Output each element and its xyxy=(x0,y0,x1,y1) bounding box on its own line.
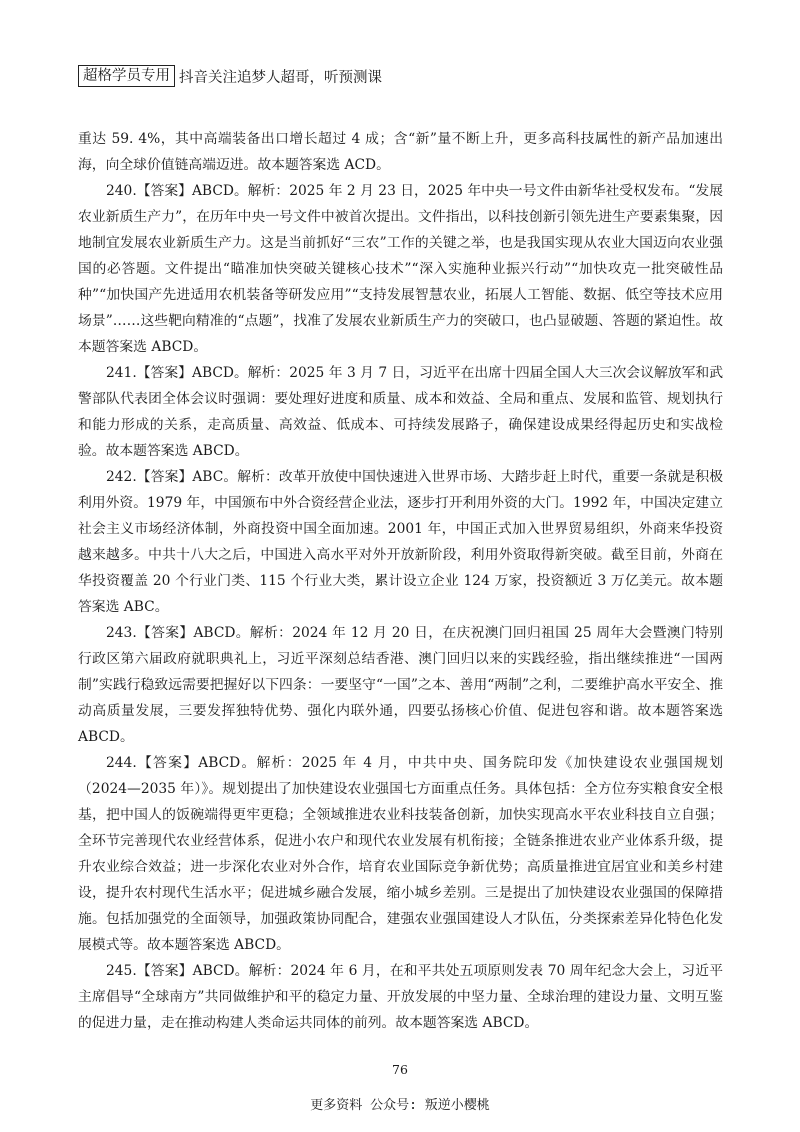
answer-244: 244.【答案】ABCD。解析：2025 年 4 月，中共中央、国务院印发《加快建设农业强国规划（2024—2035 年）》。规划提出了加快建设农业强国七方面重点任务。具体包括：全方位夯实粮食安全根基，把中国人的饭碗端得更牢更稳；全领域推进农业科技装备创新，加快实现高水平农业科技自立自强；全环节完善现代农业经营体系，促进小农户和现代农业发展有机衔接；全链条推进农业产业体系升级，提升农业综合效益；进一步深化农业对外合作，培育农业国际竞争新优势；高质量推进宜居宜业和美乡村建设，提升农村现代生活水平；促进城乡融合发展，缩小城乡差别。三是提出了加快建设农业强国的保障措施。包括加强党的全面领导，加强政策协同配合，建强农业强国建设人才队伍，分类探索差异化特色化发展模式等。故本题答案选 ABCD。 xyxy=(78,755,723,953)
answer-242: 242.【答案】ABC。解析：改革开放使中国快速进入世界市场、大踏步赶上时代，重要一条就是积极利用外资。1979 年，中国颁布中外合资经营企业法，逐步打开利用外资的大门。1992 年，中国决定建立社会主义市场经济体制，外商投资中国全面加速。2001 年，中国正式加入世界贸易组织，外商来华投资越来越多。中共十八大之后，中国进入高水平对外开放新阶段，利用外资取得新突破。截至目前，外商在华投资覆盖 20 个行业门类、115 个行业大类，累计设立企业 124 万家，投资额近 3 万亿美元。故本题答案选 ABC。 xyxy=(78,469,723,615)
answer-243: 243.【答案】ABCD。解析：2024 年 12 月 20 日，在庆祝澳门回归祖国 25 周年大会暨澳门特别行政区第六届政府就职典礼上，习近平深刻总结香港、澳门回归以来的实践经验，指出继续推进“一国两制”实践行稳致远需要把握好以下四条：一要坚守“一国”之本、善用“两制”之利，二要维护高水平安全、推动高质量发展，三要发挥独特优势、强化内联外通，四要弘扬核心价值、促进包容和谐。故本题答案选 ABCD。 xyxy=(78,625,723,745)
answer-240: 240.【答案】ABCD。解析：2025 年 2 月 23 日，2025 年中央一号文件由新华社受权发布。“发展农业新质生产力”，在历年中央一号文件中被首次提出。文件指出，以科技创新引领先进生产要素集聚，因地制宜发展农业新质生产力。这是当前抓好“三农”工作的关键之举，也是我国实现从农业大国迈向农业强国的必答题。文件提出“瞄准加快突破关键核心技术”“深入实施种业振兴行动”“加快攻克一批突破性品种”“加快国产先进适用农机装备等研发应用”“支持发展智慧农业，拓展人工智能、数据、低空等技术应用场景”……这些靶向精准的“点题”，找准了发展农业新质生产力的突破口，也凸显破题、答题的紧迫性。故本题答案选 ABCD。 xyxy=(78,183,723,355)
answer-245: 245.【答案】ABCD。解析：2024 年 6 月，在和平共处五项原则发表 70 周年纪念大会上，习近平主席倡导“全球南方”共同做维护和平的稳定力量、开放发展的中坚力量、全球治理的建设力量、文明互鉴的促进力量，走在推动构建人类命运共同体的前列。故本题答案选 ABCD。 xyxy=(78,963,723,1031)
paragraph-continuation: 重达 59. 4%，其中高端装备出口增长超过 4 成；含“新”量不断上升，更多高科技属性的新产品加速出海，向全球价值链高端迈进。故本题答案选 ACD。 xyxy=(78,131,723,173)
page-header xyxy=(78,65,382,87)
document-body xyxy=(78,126,723,1036)
answer-241: 241.【答案】ABCD。解析：2025 年 3 月 7 日，习近平在出席十四届全国人大三次会议解放军和武警部队代表团全体会议时强调：要处理好进度和质量、成本和效益、全局和重点、发展和监管、规划执行和能力形成的关系，走高质量、高效益、低成本、可持续发展路子，确保建设成果经得起历史和实战检验。故本题答案选 ABCD。 xyxy=(78,365,723,459)
header-text: 抖音关注追梦人超哥，听预测课 xyxy=(179,69,382,86)
page-number: 76 xyxy=(392,1062,408,1077)
page-footer: 更多资料 公众号: 叛逆小樱桃 xyxy=(310,1098,490,1113)
header-badge: 超格学员专用 xyxy=(78,65,175,87)
